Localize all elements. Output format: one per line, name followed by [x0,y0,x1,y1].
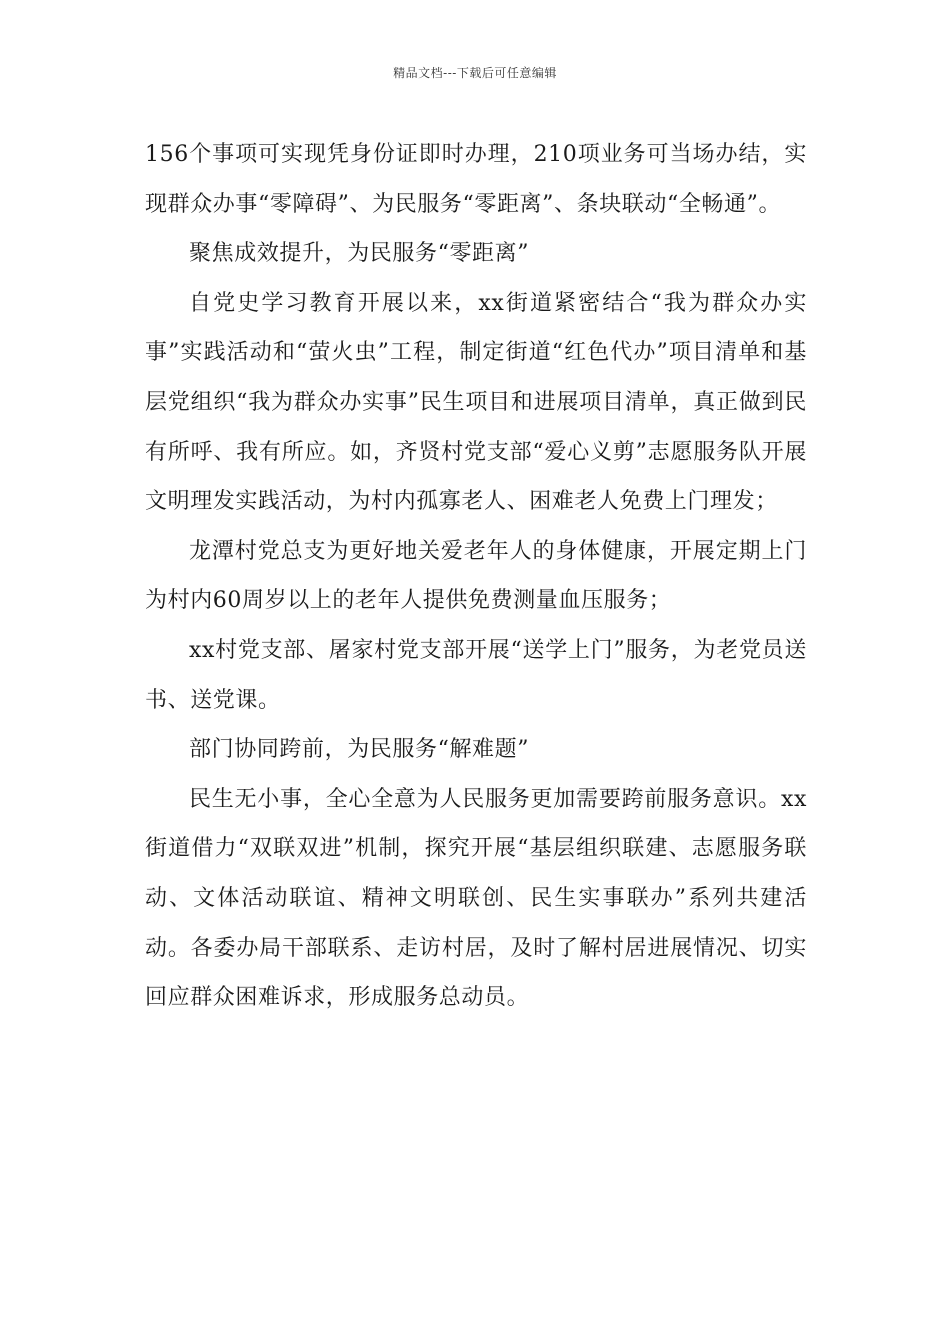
paragraph-livelihood: 民生无小事，全心全意为人民服务更加需要跨前服务意识。xx街道借力“双联双进”机制，探究开展“基层组织联建、志愿服务联动、文体活动联谊、精神文明联创、民生实事联办”系列共建活动。各委办局干部联系、走访村居，及时了解村居进展情况、切实回应群众困难诉求，形成服务总动员。 [145,786,807,1011]
paragraph-longtan-village: 龙潭村党总支为更好地关爱老年人的身体健康，开展定期上门为村内60周岁以上的老年人提供免费测量血压服务； [145,538,807,614]
page-header: 精品文档---下载后可任意编辑 [393,66,557,80]
paragraph-send-learning: xx村党支部、屠家村党支部开展“送学上门”服务，为老党员送书、送党课。 [145,637,807,713]
document-body [145,130,807,1023]
paragraph-party-history-education: 自党史学习教育开展以来，xx街道紧密结合“我为群众办实事”实践活动和“萤火虫”工程，制定街道“红色代办”项目清单和基层党组织“我为群众办实事”民生项目和进展项目清单，真正做到民有所呼、我有所应。如，齐贤村党支部“爱心义剪”志愿服务队开展文明理发实践活动，为村内孤寡老人、困难老人免费上门理发； [145,290,807,515]
section-heading-zero-distance: 聚焦成效提升，为民服务“零距离” [189,241,530,267]
section-heading-solve-problems: 部门协同跨前，为民服务“解难题” [189,737,530,763]
paragraph-continuation: 156个事项可实现凭身份证即时办理，210项业务可当场办结，实现群众办事“零障碍”、为民服务“零距离”、条块联动“全畅通”。 [145,142,807,217]
